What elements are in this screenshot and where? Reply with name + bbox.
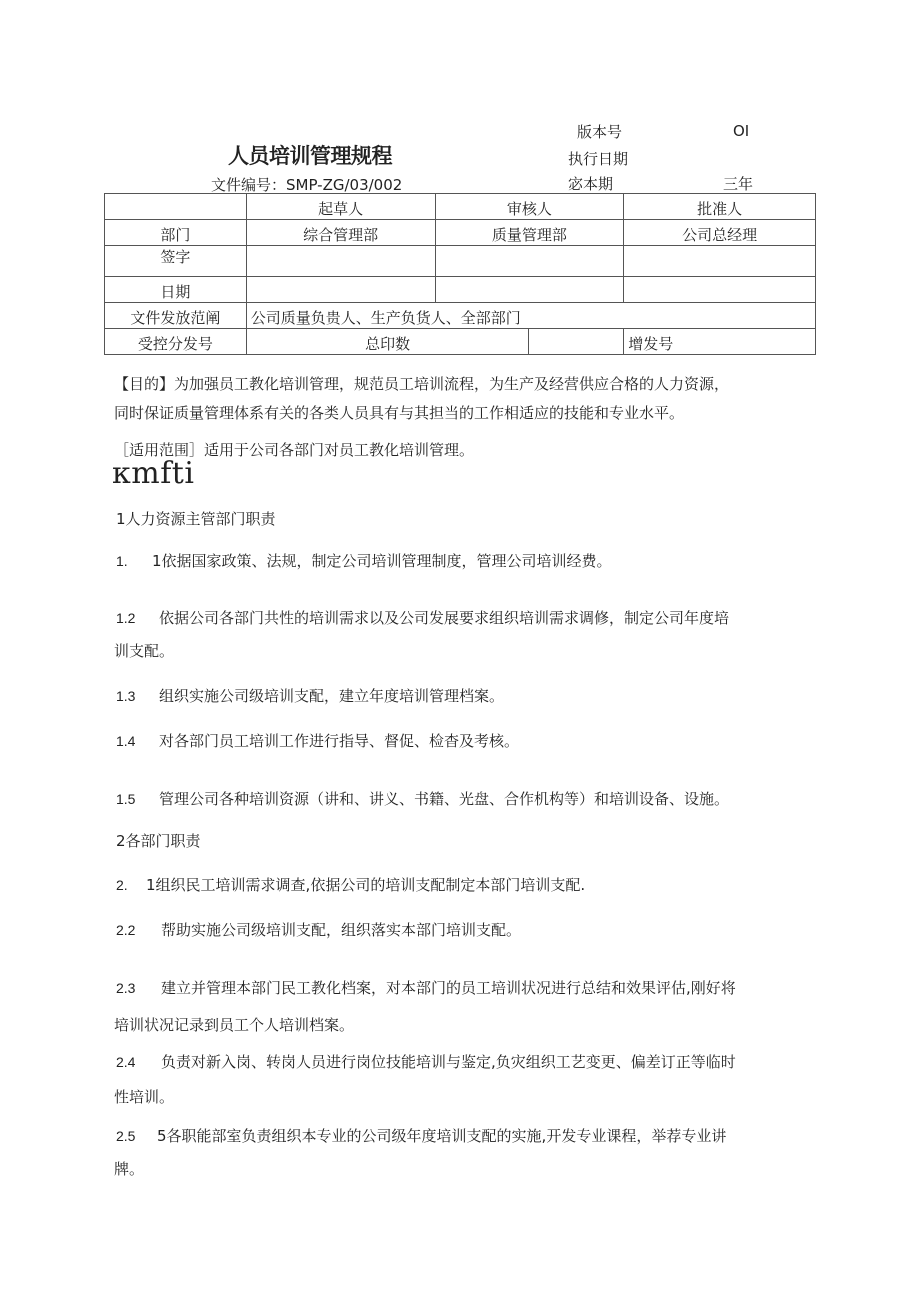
version-value: OI	[733, 122, 750, 140]
section-2-title: 2各部门职责	[116, 832, 201, 850]
dept-drafter: 综合管理部	[246, 220, 435, 246]
col-header-reviewer: 审核人	[435, 194, 624, 220]
period-value: 三年	[723, 175, 754, 193]
col-header-drafter: 起草人	[246, 194, 435, 220]
list-item	[116, 785, 729, 813]
dept-approver: 公司总经理	[624, 220, 816, 246]
doc-number: 文件编号：SMP-ZG/03/002	[211, 176, 403, 194]
item-number: 2.2	[116, 922, 136, 938]
col-header-approver: 批准人	[624, 194, 816, 220]
sign-label: 签字	[105, 246, 247, 277]
date-approver-cell	[624, 277, 816, 303]
item-number: 2.3	[116, 980, 136, 996]
approval-table	[104, 193, 816, 355]
scope-paragraph: ［适用范围］适用于公司各部门对员工教化培训管理。	[114, 441, 475, 459]
item-number: 1.4	[116, 733, 136, 749]
list-item	[116, 871, 585, 899]
list-item	[116, 727, 519, 755]
item-continuation: 训支配。	[114, 642, 175, 660]
item-text: 组织实施公司级培训支配，建立年度培训管理档案。	[159, 687, 505, 705]
ctrl-label: 受控分发号	[105, 329, 247, 355]
item-text: 负责对新入岗、转岗人员进行岗位技能培训与鉴定,负灾组织工艺变更、偏差订正等临时	[161, 1053, 736, 1071]
item-number: 1.2	[116, 610, 136, 626]
item-number: 1.5	[116, 791, 136, 807]
item-number: 2.	[116, 877, 128, 893]
item-continuation: 性培训。	[114, 1088, 175, 1106]
section-1-title: 1人力资源主管部门职责	[116, 510, 276, 528]
item-number: 2.5	[116, 1128, 136, 1144]
sign-drafter-cell	[246, 246, 435, 277]
date-drafter-cell	[246, 277, 435, 303]
list-item	[116, 682, 504, 710]
exec-date-label: 执行日期	[568, 150, 629, 168]
item-number: 1.	[116, 553, 128, 569]
item-continuation: 牌。	[114, 1160, 145, 1178]
item-number: 1.3	[116, 688, 136, 704]
scope-label: 文件发放范阐	[105, 303, 247, 329]
sign-reviewer-cell	[435, 246, 624, 277]
dept-label: 部门	[105, 220, 247, 246]
list-item	[116, 916, 521, 944]
sign-approver-cell	[624, 246, 816, 277]
purpose-line-1: 【目的】为加强员工教化培训管理，规范员工培训流程，为生产及经营供应合格的人力资源，	[114, 375, 730, 393]
item-text: 管理公司各种培训资源（讲和、讲义、书籍、光盘、合作机构等）和培训设备、设施。	[159, 790, 730, 808]
list-item	[116, 604, 729, 632]
list-item	[116, 974, 736, 1002]
item-text: 1组织民工培训需求调查,依据公司的培训支配制定本部门培训支配.	[146, 876, 586, 894]
item-text: 5各职能部室负责组织本专业的公司级年度培训支配的实施,开发专业课程，举荐专业讲	[157, 1127, 727, 1145]
print-count-cell	[529, 329, 624, 355]
item-text: 1依据国家政策、法规，制定公司培训管理制度，管理公司培训经费。	[152, 552, 612, 570]
date-reviewer-cell	[435, 277, 624, 303]
item-continuation: 培训状况记录到员工个人培训档案。	[114, 1016, 355, 1034]
extra-issue-label: 增发号	[624, 329, 816, 355]
print-count-label: 总印数	[246, 329, 529, 355]
purpose-line-2: 同时保证质量管理体系有关的各类人员具有与其担当的工作相适应的技能和专业水平。	[114, 404, 685, 422]
version-label: 版本号	[577, 123, 623, 141]
item-number: 2.4	[116, 1054, 136, 1070]
item-text: 建立并管理本部门民工教化档案，对本部门的员工培训状况进行总结和效果评估,刚好将	[161, 979, 736, 997]
item-text: 对各部门员工培训工作进行指导、督促、检杳及考核。	[159, 732, 520, 750]
page-title: 人员培训管理规程	[228, 143, 392, 168]
dept-reviewer: 质量管理部	[435, 220, 624, 246]
garbled-heading: κmfti	[112, 456, 195, 491]
list-item	[116, 547, 612, 575]
list-item	[116, 1122, 726, 1150]
date-label: 日期	[105, 277, 247, 303]
item-text: 依据公司各部门共性的培训需求以及公司发展要求组织培训需求调修，制定公司年度培	[159, 609, 730, 627]
table-corner-cell	[105, 194, 247, 220]
scope-value: 公司质量负贵人、生产负货人、全部部门	[246, 303, 815, 329]
period-label: 宓本期	[568, 175, 614, 193]
list-item	[116, 1048, 736, 1076]
item-text: 帮助实施公司级培训支配，组织落实本部门培训支配。	[161, 921, 522, 939]
